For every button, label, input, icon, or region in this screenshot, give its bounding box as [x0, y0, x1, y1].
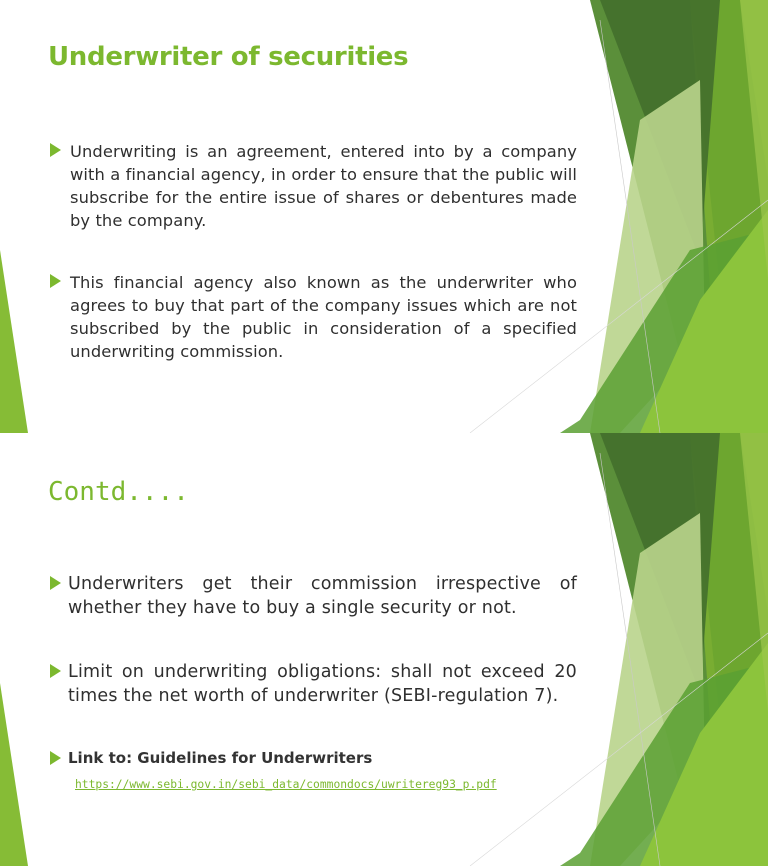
bullet-text: This financial agency also known as the underwriter who agrees to buy that part of the company issues which are not subscribed by the public in consideration of a specified underwriting commission.: [70, 273, 577, 361]
bullet-arrow-icon: [50, 274, 61, 288]
guidelines-pdf-link[interactable]: https://www.sebi.gov.in/sebi_data/commondocs/uwritereg93_p.pdf: [75, 778, 497, 791]
bullet-text: Limit on underwriting obligations: shall not exceed 20 times the net worth of underwriter (SEBI-regulation 7).: [68, 662, 577, 706]
slide-title: Contd....: [48, 477, 189, 507]
bullet-text: Underwriters get their commission irrespective of whether they have to buy a single security or not.: [68, 574, 577, 618]
bullet-arrow-icon: [50, 751, 61, 765]
bullet-arrow-icon: [50, 664, 61, 678]
link-title: Guidelines for Underwriters: [137, 749, 373, 767]
bullet-arrow-icon: [50, 576, 61, 590]
link-label: Link to: [68, 749, 127, 767]
bullet-text: Underwriting is an agreement, entered into by a company with a financial agency, in order to ensure that the public will subscribe for the entire issue of shares or debentures made by the company.: [70, 142, 577, 230]
slide-2: [0, 433, 768, 866]
bullet-arrow-icon: [50, 143, 61, 157]
link-line: Link to: Guidelines for Underwriters: [68, 749, 373, 767]
slide-title: Underwriter of securities: [48, 42, 409, 72]
